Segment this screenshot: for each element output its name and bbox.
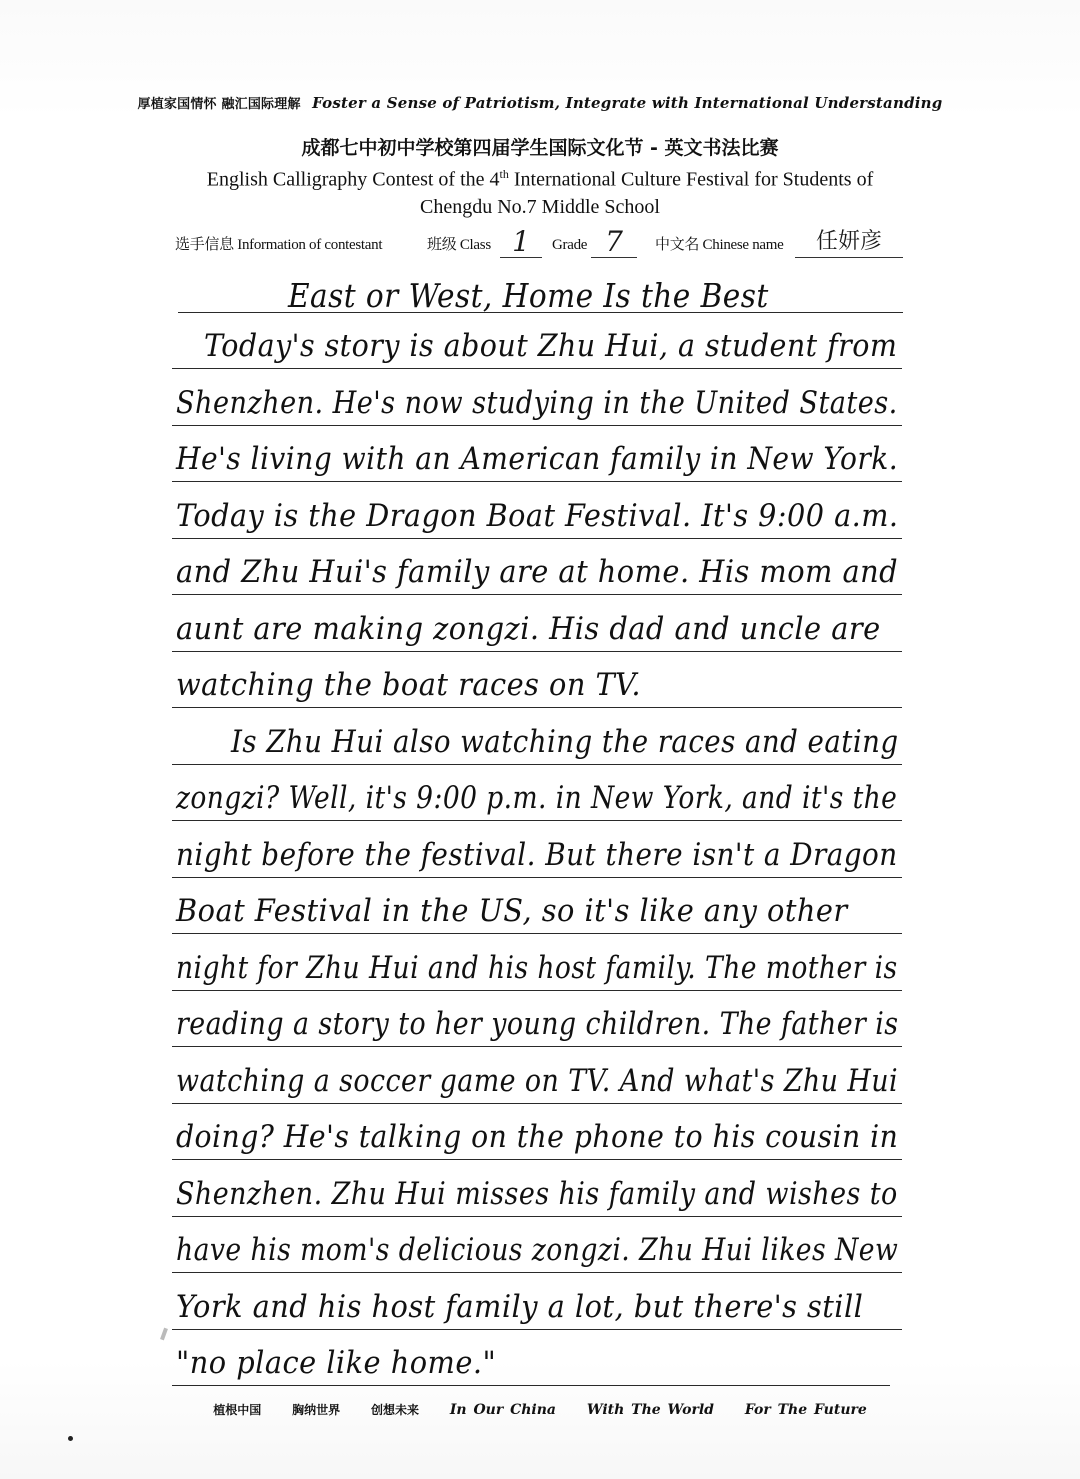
essay-line: night before the festival. But there isn't a Dragon	[176, 837, 898, 873]
chinese-name-value: 任妍彦	[795, 227, 903, 258]
footer-cn-2: 胸纳世界	[292, 1403, 341, 1417]
ruled-line	[172, 1046, 902, 1047]
ruled-line	[172, 764, 902, 765]
motto-english: Foster a Sense of Patriotism, Integrate with International Understanding	[312, 94, 943, 112]
class-value: 1	[500, 227, 542, 258]
essay-line: watching the boat races on TV.	[176, 667, 642, 703]
info-label: 选手信息 Information of contestant	[175, 237, 383, 253]
ruled-line	[172, 594, 902, 595]
essay-line: Today's story is about Zhu Hui, a student from	[204, 328, 898, 364]
footer-cn-1: 植根中国	[213, 1403, 262, 1417]
essay-line: night for Zhu Hui and his host family. The mother is	[176, 950, 898, 986]
footer-cn-3: 创想未来	[370, 1403, 419, 1417]
essay-line: He's living with an American family in New York.	[176, 441, 899, 477]
motto-chinese: 厚植家国情怀 融汇国际理解	[137, 97, 301, 112]
essay-line: and Zhu Hui's family are at home. His mom and	[176, 554, 899, 590]
title-en-part-a: English Calligraphy Contest of the 4	[206, 168, 500, 191]
title-en-superscript: th	[499, 167, 509, 181]
ruled-line	[172, 820, 902, 821]
essay-line: aunt are making zongzi. His dad and uncle are	[176, 611, 881, 647]
footer-motto	[0, 1401, 1080, 1418]
title-en-line2: Chengdu No.7 Middle School	[420, 195, 660, 218]
contest-title-chinese: 成都七中初中学校第四届学生国际文化节 - 英文书法比赛	[301, 137, 779, 159]
page-speck	[68, 1436, 73, 1441]
essay-line: have his mom's delicious zongzi. Zhu Hui likes New	[176, 1232, 899, 1268]
essay-line: "no place like home."	[176, 1345, 497, 1381]
essay-line: Shenzhen. Zhu Hui misses his family and wishes to	[176, 1176, 898, 1212]
essay-line: Is Zhu Hui also watching the races and eating	[231, 724, 899, 760]
ruled-line	[172, 538, 902, 539]
essay-line: York and his host family a lot, but there's still	[176, 1289, 864, 1325]
ruled-line	[172, 1216, 902, 1217]
grade-value: 7	[591, 227, 637, 258]
essay-line: Boat Festival in the US, so it's like any other	[176, 893, 848, 929]
essay-line: Shenzhen. He's now studying in the United States.	[176, 385, 898, 421]
essay-line: reading a story to her young children. The father is	[176, 1006, 899, 1042]
ruled-line	[172, 877, 902, 878]
essay-line: doing? He's talking on the phone to his cousin in	[176, 1119, 899, 1155]
ruled-line	[172, 425, 902, 426]
title-en-part-b: International Culture Festival for Students of	[508, 168, 874, 191]
footer-en-2: With The World	[586, 1402, 714, 1418]
grade-label: Grade	[552, 237, 588, 253]
ruled-line	[172, 990, 902, 991]
ruled-line	[172, 1329, 902, 1330]
ruled-line	[172, 1159, 902, 1160]
ruled-line	[172, 1103, 902, 1104]
ruled-line	[172, 1272, 902, 1273]
class-label: 班级 Class	[427, 237, 491, 253]
ruled-line	[172, 651, 902, 652]
ruled-line	[172, 933, 902, 934]
essay-title: East or West, Home Is the Best	[288, 276, 769, 315]
footer-en-3: For The Future	[744, 1402, 867, 1418]
essay-line: zongzi? Well, it's 9:00 p.m. in New York, and it's the	[176, 780, 898, 816]
ruled-line	[172, 1385, 890, 1386]
footer-en-1: In Our China	[449, 1402, 556, 1418]
essay-line: watching a soccer game on TV. And what's Zhu Hui	[176, 1063, 899, 1099]
ruled-line	[172, 481, 902, 482]
essay-line: Today is the Dragon Boat Festival. It's 9:00 a.m.	[176, 498, 899, 534]
chinese-name-label: 中文名 Chinese name	[655, 237, 784, 253]
ruled-line	[172, 368, 902, 369]
ruled-line	[172, 707, 902, 708]
